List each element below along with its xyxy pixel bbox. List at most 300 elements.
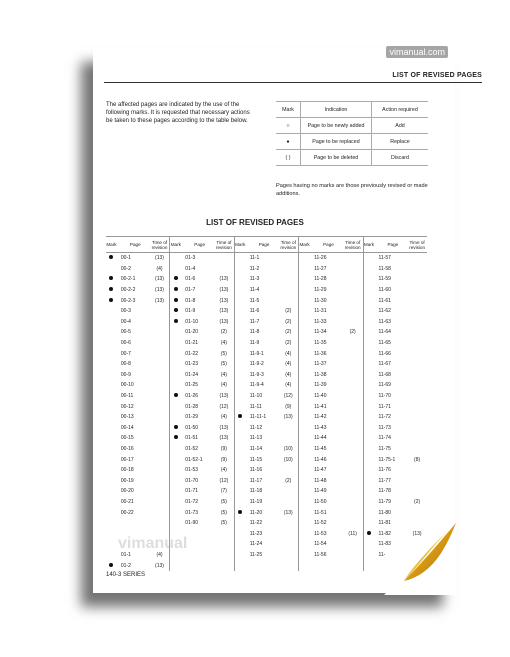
revision-number: [278, 433, 298, 444]
revision-number: (2): [414, 498, 421, 505]
revision-number: [343, 359, 363, 370]
revision-mark: [170, 433, 181, 444]
revision-number: [150, 454, 170, 465]
revision-mark: [234, 465, 245, 476]
page-number: 11-46: [314, 456, 327, 463]
revision-number: (4): [278, 348, 298, 359]
page-number: 01-21: [185, 340, 199, 347]
table-row: [106, 285, 427, 296]
revision-number: [278, 295, 298, 306]
page-number: 11-15: [249, 456, 263, 463]
revision-mark: [106, 285, 117, 296]
revision-number: (13): [150, 560, 170, 571]
revision-number: [214, 264, 234, 275]
revision-mark: [234, 264, 245, 275]
revision-number: [278, 518, 298, 529]
marks-row: [276, 118, 428, 134]
revision-mark: [170, 306, 181, 317]
page-number: 11-8: [249, 329, 260, 336]
revision-number: (12): [214, 475, 234, 486]
page-number: 01-2: [120, 562, 131, 569]
revision-number: [278, 285, 298, 296]
revision-number: (4): [214, 412, 234, 423]
revision-mark: [106, 475, 117, 486]
revision-number: [150, 327, 170, 338]
table-row: [106, 433, 427, 444]
revision-mark: [363, 528, 374, 539]
page-number: 11-79: [378, 498, 391, 505]
revision-mark: [106, 454, 117, 465]
revision-number: [343, 539, 363, 550]
revision-number: (5): [214, 518, 234, 529]
revision-number: [150, 507, 170, 518]
revision-number: [150, 433, 170, 444]
page-number: 11-19: [249, 498, 263, 505]
page-number: 11-2: [249, 265, 260, 272]
revision-mark: [299, 348, 310, 359]
page-number: 11-30: [314, 297, 327, 304]
page-number: 11-27: [314, 265, 327, 272]
page-number: 11-17: [249, 477, 263, 484]
revision-number: [343, 486, 363, 497]
revision-mark: [170, 518, 181, 529]
page-number: 11-5: [249, 297, 260, 304]
marks-table: [276, 101, 428, 166]
revision-mark: [363, 518, 374, 529]
revision-mark: [106, 518, 117, 529]
revision-number: (13): [214, 295, 234, 306]
revision-mark: [170, 486, 181, 497]
revision-mark: [363, 274, 374, 285]
page-number: 11-6: [249, 308, 260, 315]
revision-number: [407, 465, 427, 476]
revision-number: [278, 560, 298, 571]
page-number: [181, 560, 214, 571]
revision-mark: [299, 412, 310, 423]
page-number: 11-75: [378, 445, 391, 452]
revision-number: [343, 518, 363, 529]
page-number: 00-11: [120, 393, 134, 400]
revision-mark: [299, 528, 310, 539]
page-number: 00-14: [120, 424, 134, 431]
revision-number: [150, 380, 170, 391]
revision-number: (13): [214, 317, 234, 328]
marks-row: [276, 150, 428, 166]
page-number: 11-65: [378, 340, 391, 347]
revision-mark: [106, 359, 117, 370]
revision-number: [343, 560, 363, 571]
replace-dot-icon: [174, 287, 178, 291]
revision-number: (2): [278, 338, 298, 349]
page-number: 11-48: [314, 477, 327, 484]
revision-number: (5): [214, 507, 234, 518]
revision-mark: [299, 454, 310, 465]
marks-header-mark: Mark: [276, 102, 301, 118]
revision-number: [407, 317, 427, 328]
revision-number: (12): [278, 391, 298, 402]
revision-number: [150, 486, 170, 497]
revision-mark: [299, 539, 310, 550]
table-row: [106, 317, 427, 328]
table-row: [106, 327, 427, 338]
revision-number: [343, 433, 363, 444]
revision-mark: [363, 486, 374, 497]
revision-mark: [106, 412, 117, 423]
page-number: 00-2-2: [120, 287, 136, 294]
revision-number: (11): [343, 528, 363, 539]
revision-mark: [363, 539, 374, 550]
table-row: [106, 518, 427, 529]
revision-number: [278, 539, 298, 550]
revision-number: (4): [278, 359, 298, 370]
header-rule: [104, 82, 482, 83]
page-number: 11-70: [378, 393, 391, 400]
revision-mark: [363, 550, 374, 561]
page-number: 11-33: [314, 318, 327, 325]
page-number: 01-72: [185, 498, 199, 505]
page-number: 01-24: [185, 371, 199, 378]
revision-mark: [170, 295, 181, 306]
revision-mark: [170, 391, 181, 402]
replace-dot-icon: [109, 287, 113, 291]
page-number: 01-70: [185, 477, 199, 484]
revision-mark: [170, 465, 181, 476]
revision-number: [150, 338, 170, 349]
revision-number: (2): [278, 317, 298, 328]
page-number: 11-61: [378, 297, 391, 304]
revision-mark: [170, 348, 181, 359]
revision-number: [407, 507, 427, 518]
page-number: 11-62: [378, 308, 391, 315]
revision-mark: [234, 486, 245, 497]
revision-number: (5): [214, 359, 234, 370]
table-row: [106, 274, 427, 285]
revision-number: [343, 380, 363, 391]
revision-mark: [170, 401, 181, 412]
revision-number: [407, 423, 427, 434]
revision-number: [214, 253, 234, 264]
revision-number: [214, 550, 234, 561]
col-header-page: Page: [310, 237, 343, 253]
table-row: [106, 560, 427, 571]
revision-number: [407, 391, 427, 402]
page-number: 11-28: [314, 276, 327, 283]
revision-mark: [363, 454, 374, 465]
revision-mark: [299, 401, 310, 412]
revision-number: (7): [214, 486, 234, 497]
revision-mark: [234, 433, 245, 444]
revision-number: [150, 306, 170, 317]
revision-mark: [363, 327, 374, 338]
replace-dot-icon: [238, 414, 242, 418]
revision-mark: [170, 274, 181, 285]
revision-mark: [170, 253, 181, 264]
revision-number: [150, 465, 170, 476]
page-number: 01-71: [185, 488, 199, 495]
page-number: 11-59: [378, 276, 391, 283]
page-number: 11-57: [378, 255, 391, 262]
page-number: 00-20: [120, 488, 134, 495]
revision-number: (13): [214, 391, 234, 402]
col-header-mark: Mark: [170, 237, 181, 253]
col-header-page: Page: [181, 237, 214, 253]
page-number: 01-1: [120, 551, 131, 558]
page-number: 00-19: [120, 477, 134, 484]
table-row: [106, 295, 427, 306]
revision-mark: [234, 295, 245, 306]
revision-number: [150, 401, 170, 412]
page-number: 11-71: [378, 403, 391, 410]
marks-indication: Page to be deleted: [301, 150, 372, 166]
revision-number: [407, 401, 427, 412]
page-number: 11-16: [249, 467, 263, 474]
page-number: 11-4: [249, 287, 260, 294]
revision-mark: [299, 327, 310, 338]
table-row: [106, 486, 427, 497]
page-number: 11-39: [314, 382, 327, 389]
revision-number: [278, 465, 298, 476]
revision-number: (2): [278, 306, 298, 317]
page-number: 11-73: [378, 424, 391, 431]
page-number: 01-50: [185, 424, 199, 431]
revision-number: (13): [150, 285, 170, 296]
revision-mark: [363, 264, 374, 275]
page-number: 00-6: [120, 340, 131, 347]
page-number: 11-10: [249, 393, 263, 400]
table-row: [106, 507, 427, 518]
revision-mark: [299, 518, 310, 529]
page-number: 00-9: [120, 371, 131, 378]
page-number: 11-82: [378, 530, 391, 537]
revision-number: (5): [214, 497, 234, 508]
marks-indication: Page to be newly added: [301, 118, 372, 134]
revision-mark: [170, 423, 181, 434]
col-header-time: Time of revision: [407, 237, 427, 253]
page-number: 00-21: [120, 498, 134, 505]
revision-mark: [106, 486, 117, 497]
revision-number: [407, 295, 427, 306]
revision-number: [343, 338, 363, 349]
col-header-time: Time of revision: [150, 237, 170, 253]
table-row: [106, 370, 427, 381]
page-number: 11-63: [378, 318, 391, 325]
page-number: [117, 518, 150, 529]
page-number: 11-20: [249, 509, 263, 516]
page-number: 11-44: [314, 435, 327, 442]
page-number: 01-6: [185, 276, 196, 283]
table-row: [106, 465, 427, 476]
marks-action: Add: [372, 118, 429, 134]
revision-number: (4): [150, 550, 170, 561]
revision-mark: [234, 539, 245, 550]
table-row: [106, 412, 427, 423]
table-row: [106, 253, 427, 264]
revision-number: [343, 497, 363, 508]
revision-number: (13): [150, 295, 170, 306]
revision-number: [407, 327, 427, 338]
revision-mark: [299, 550, 310, 561]
revision-number: [343, 295, 363, 306]
revision-mark: [234, 550, 245, 561]
revision-number: [214, 528, 234, 539]
col-header-time: Time of revision: [343, 237, 363, 253]
revision-mark: [170, 317, 181, 328]
revision-mark: [170, 359, 181, 370]
revision-mark: [363, 497, 374, 508]
revision-number: [150, 497, 170, 508]
revision-number: [150, 518, 170, 529]
revision-mark: [106, 560, 117, 571]
page-number: 11-66: [378, 350, 391, 357]
page-number: 00-13: [120, 414, 134, 421]
revision-number: [407, 433, 427, 444]
revision-mark: [170, 412, 181, 423]
revision-mark: [363, 475, 374, 486]
col-header-page: Page: [374, 237, 407, 253]
page-number: 11-49: [314, 488, 327, 495]
revision-mark: [363, 560, 374, 571]
revision-mark: [234, 380, 245, 391]
revision-mark: [106, 295, 117, 306]
revision-mark: [299, 423, 310, 434]
page-number: 01-52: [185, 445, 199, 452]
revision-mark: [106, 550, 117, 561]
revision-mark: [106, 370, 117, 381]
page-number: 01-23: [185, 361, 199, 368]
page-number: 11-81: [378, 520, 391, 527]
revision-mark: [363, 359, 374, 370]
revision-number: (9): [278, 401, 298, 412]
revision-number: [343, 253, 363, 264]
revision-mark: [234, 475, 245, 486]
revision-mark: [299, 274, 310, 285]
revision-number: [343, 306, 363, 317]
replace-dot-icon: [174, 276, 178, 280]
page-number: 00-5: [120, 329, 131, 336]
replace-dot-icon: [174, 298, 178, 302]
page-number: 00-16: [120, 445, 134, 452]
revision-number: [407, 253, 427, 264]
page-number: 11-72: [378, 414, 391, 421]
table-row: [106, 401, 427, 412]
revision-mark: [363, 401, 374, 412]
revision-number: (2): [278, 475, 298, 486]
marks-header-row: [276, 102, 428, 118]
replace-dot-icon: [174, 425, 178, 429]
page-number: 01-7: [185, 287, 196, 294]
revision-mark: [234, 401, 245, 412]
page-number: 01-20: [185, 329, 199, 336]
replace-dot-icon: [109, 276, 113, 280]
revision-number: [343, 454, 363, 465]
revision-mark: [234, 327, 245, 338]
revision-mark: [106, 528, 117, 539]
page-number: 11-56: [314, 551, 327, 558]
revision-mark: [234, 370, 245, 381]
revision-number: (4): [278, 380, 298, 391]
replace-dot-icon: [174, 393, 178, 397]
page-number: 01-8: [185, 297, 196, 304]
marks-indication: Page to be replaced: [301, 134, 372, 150]
revision-mark: [170, 285, 181, 296]
page-number: 01-22: [185, 350, 199, 357]
revision-mark: [106, 317, 117, 328]
revision-number: (13): [150, 274, 170, 285]
page-number: 11-9: [249, 340, 260, 347]
revision-mark: [234, 338, 245, 349]
page-number: [310, 560, 343, 571]
page-number: 01-29: [185, 414, 199, 421]
watermark: vimanual.com: [386, 46, 448, 58]
page-number: 00-10: [120, 382, 134, 389]
revision-mark: [170, 327, 181, 338]
revision-number: [343, 507, 363, 518]
revision-number: (5): [214, 348, 234, 359]
table-row: [106, 444, 427, 455]
page-number: 11-76: [378, 467, 391, 474]
table-row: [106, 264, 427, 275]
revision-mark: [106, 539, 117, 550]
revision-number: [150, 391, 170, 402]
revision-number: [343, 423, 363, 434]
revision-mark: [299, 507, 310, 518]
revision-number: [278, 253, 298, 264]
revision-number: (2): [343, 327, 363, 338]
revision-number: [343, 391, 363, 402]
revision-number: [407, 380, 427, 391]
revision-mark: [363, 317, 374, 328]
revision-number: (13): [214, 433, 234, 444]
revision-mark: [299, 264, 310, 275]
revision-number: [407, 264, 427, 275]
page-number: 11-34: [314, 329, 327, 336]
revision-mark: [234, 518, 245, 529]
revision-mark: [106, 264, 117, 275]
page-number: 00-2-3: [120, 297, 136, 304]
page-number: 11-36: [314, 350, 327, 357]
revision-mark: [363, 433, 374, 444]
revision-mark: [363, 295, 374, 306]
revision-number: (13): [150, 253, 170, 264]
revision-number: (13): [278, 412, 298, 423]
col-header-time: Time of revision: [278, 237, 298, 253]
page-number: 11-74: [378, 435, 391, 442]
revision-number: [343, 370, 363, 381]
revision-number: [150, 444, 170, 455]
replace-dot-icon: [109, 298, 113, 302]
revision-mark: [363, 253, 374, 264]
page-number: 11-52: [314, 520, 327, 527]
page-number: [246, 560, 279, 571]
page-number: 01-9: [185, 308, 196, 315]
page-number: 11-11-1: [249, 414, 267, 421]
revision-number: (12): [214, 401, 234, 412]
revision-mark: [299, 253, 310, 264]
page-number: 01-10: [185, 318, 199, 325]
revision-number: (10): [278, 454, 298, 465]
revision-mark: [106, 327, 117, 338]
revision-number: [150, 317, 170, 328]
revision-mark: [106, 507, 117, 518]
revision-mark: [363, 285, 374, 296]
revision-mark: [170, 507, 181, 518]
revision-mark: [299, 295, 310, 306]
revision-mark: [170, 560, 181, 571]
revision-mark: [234, 412, 245, 423]
revision-mark: [234, 317, 245, 328]
page-number: 11-40: [314, 393, 327, 400]
page-number: 00-15: [120, 435, 134, 442]
